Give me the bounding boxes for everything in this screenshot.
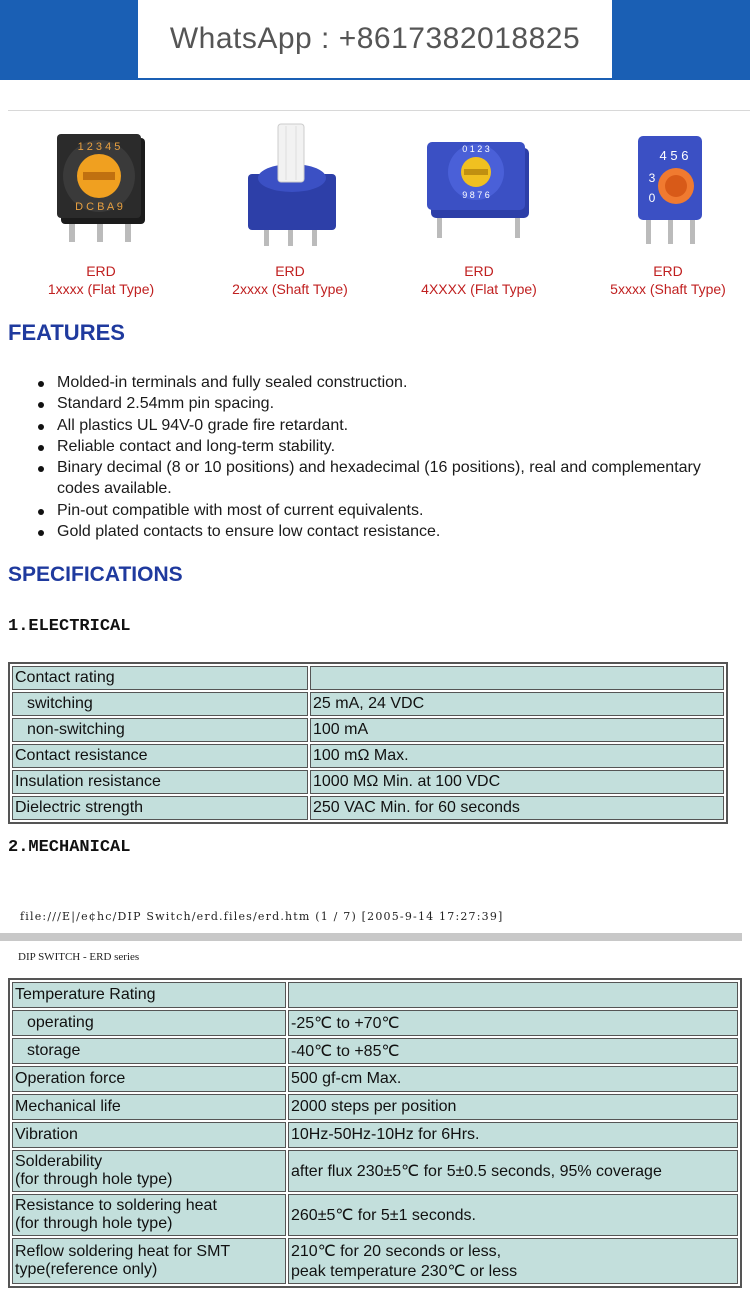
spec-value <box>288 982 738 1008</box>
table-row <box>12 692 724 716</box>
flat-rotary-switch-blue-image <box>419 120 539 248</box>
spec-value: 100 mA <box>310 718 724 742</box>
spec-label: Resistance to soldering heat (for through hole type) <box>12 1194 286 1236</box>
table-row <box>12 796 724 820</box>
table-row <box>12 744 724 768</box>
spec-value: after flux 230±5℃ for 5±0.5 seconds, 95% coverage <box>288 1150 738 1192</box>
spec-label: Operation force <box>12 1066 286 1092</box>
product-erd-4xxxx <box>389 120 569 248</box>
table-row <box>12 1194 738 1236</box>
feature-item: Standard 2.54mm pin spacing. <box>36 393 716 414</box>
product-gallery <box>0 120 750 305</box>
spec-label: Reflow soldering heat for SMT type(reference only) <box>12 1238 286 1284</box>
table-row <box>12 1010 738 1036</box>
contact-box <box>138 0 612 78</box>
shaft-rotary-switch-blue-image <box>230 120 350 248</box>
spec-label: Temperature Rating <box>12 982 286 1008</box>
spec-value: 1000 MΩ Min. at 100 VDC <box>310 770 724 794</box>
spec-label: operating <box>12 1010 286 1036</box>
features-list <box>36 372 716 542</box>
electrical-heading: 1.ELECTRICAL <box>8 617 131 636</box>
svg-text:3: 3 <box>648 171 656 185</box>
table-row <box>12 982 738 1008</box>
specifications-heading: SPECIFICATIONS <box>8 563 183 586</box>
spec-label: Dielectric strength <box>12 796 308 820</box>
spec-label: Solderability (for through hole type) <box>12 1150 286 1192</box>
spec-value: 250 VAC Min. for 60 seconds <box>310 796 724 820</box>
product-caption-2: ERD 2xxxx (Shaft Type) <box>232 263 348 297</box>
spec-label: switching <box>12 692 308 716</box>
table-row <box>12 666 724 690</box>
spec-value: -40℃ to +85℃ <box>288 1038 738 1064</box>
table-row <box>12 1122 738 1148</box>
svg-text:0: 0 <box>648 191 656 205</box>
spec-label: Vibration <box>12 1122 286 1148</box>
product-erd-1xxxx <box>11 120 191 248</box>
electrical-spec-table <box>8 662 728 824</box>
feature-item: Binary decimal (8 or 10 positions) and hexadecimal (16 positions), real and complementary codes available. <box>36 457 716 500</box>
svg-text:1 2 3 4 5: 1 2 3 4 5 <box>77 141 121 153</box>
feature-item: Gold plated contacts to ensure low contact resistance. <box>36 521 716 542</box>
table-row <box>12 770 724 794</box>
table-row <box>12 1066 738 1092</box>
product-caption-4: ERD 5xxxx (Shaft Type) <box>610 263 726 297</box>
product-erd-2xxxx <box>200 120 380 248</box>
feature-item: Molded-in terminals and fully sealed construction. <box>36 372 716 393</box>
spec-label: storage <box>12 1038 286 1064</box>
spec-value <box>310 666 724 690</box>
feature-item: Reliable contact and long-term stability. <box>36 436 716 457</box>
product-caption-1: ERD 1xxxx (Flat Type) <box>47 263 155 297</box>
divider <box>8 110 750 111</box>
spec-label: Insulation resistance <box>12 770 308 794</box>
table-row <box>12 718 724 742</box>
spec-value: 10Hz-50Hz-10Hz for 6Hrs. <box>288 1122 738 1148</box>
table-row <box>12 1038 738 1064</box>
spec-label: Contact rating <box>12 666 308 690</box>
feature-item: Pin-out compatible with most of current equivalents. <box>36 500 716 521</box>
table-row <box>12 1094 738 1120</box>
features-heading: FEATURES <box>8 320 125 345</box>
whatsapp-contact: WhatsApp : +8617382018825 <box>169 22 581 55</box>
spec-value: 2000 steps per position <box>288 1094 738 1120</box>
product-caption-3: ERD 4XXXX (Flat Type) <box>421 263 537 297</box>
svg-text:0 1 2 3: 0 1 2 3 <box>462 144 490 154</box>
product-erd-5xxxx <box>578 120 750 248</box>
table-row <box>12 1150 738 1192</box>
spec-value: 25 mA, 24 VDC <box>310 692 724 716</box>
spec-label: Contact resistance <box>12 744 308 768</box>
mechanical-heading: 2.MECHANICAL <box>8 838 131 857</box>
spec-label: non-switching <box>12 718 308 742</box>
shaft-rotary-switch-orange-knob-image <box>608 120 728 248</box>
flat-rotary-switch-black-image <box>41 120 161 248</box>
spec-value: 500 gf-cm Max. <box>288 1066 738 1092</box>
svg-text:9 8 7 6: 9 8 7 6 <box>462 190 490 200</box>
feature-item: All plastics UL 94V-0 grade fire retardant. <box>36 415 716 436</box>
mechanical-spec-table <box>8 978 742 1288</box>
table-row <box>12 1238 738 1284</box>
spec-label: Mechanical life <box>12 1094 286 1120</box>
spec-value: 260±5℃ for 5±1 seconds. <box>288 1194 738 1236</box>
file-path-footer: file:///E|/e¢hc/DIP Switch/erd.files/erd.htm (1 / 7) [2005-9-14 17:27:39] <box>20 910 504 923</box>
document-title: DIP SWITCH - ERD series <box>18 951 140 963</box>
spec-value: 100 mΩ Max. <box>310 744 724 768</box>
spec-value: -25℃ to +70℃ <box>288 1010 738 1036</box>
svg-text:D C B A 9: D C B A 9 <box>75 201 123 213</box>
page-break-bar <box>0 933 742 941</box>
svg-text:4 5 6: 4 5 6 <box>659 148 689 163</box>
header-banner <box>0 0 750 80</box>
spec-value: 210℃ for 20 seconds or less, peak temperature 230℃ or less <box>288 1238 738 1284</box>
